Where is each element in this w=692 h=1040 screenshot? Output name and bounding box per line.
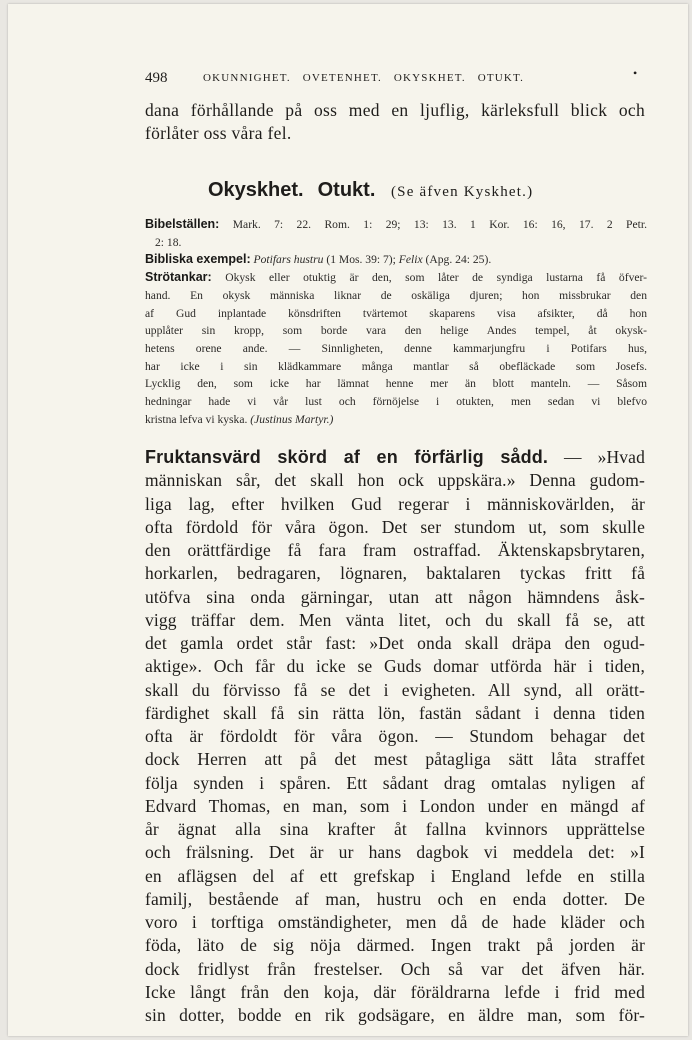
strotankar-line: af Gud inplantade könsdriften tvärtemot skaparens visa afsikter, då hon (145, 306, 647, 320)
text-line: vigg träffar dem. Men vänta litet, och du skall få se, att (145, 609, 645, 630)
page-number: 498 (145, 70, 168, 86)
strotankar-entry (145, 269, 647, 287)
bibelstallen-cont: 2: 18. (155, 235, 182, 249)
text-line: liga lag, efter hvilken Gud regerar i människovärlden, är (145, 493, 645, 514)
strotankar-last (145, 411, 647, 429)
strotankar-line: har icke i sin klädkammare många mantlar så obefläckade som Josefs. (145, 359, 647, 373)
text-line: sin dotter, bodde en rik godsägare, en äldre man, som för- (145, 1005, 645, 1025)
running-header (145, 66, 638, 90)
ink-speck: • (633, 66, 638, 80)
bibelstallen-entry (145, 216, 647, 234)
text-line: och frälsning. Det är ur hans dagbok vi meddela det: »I (145, 842, 645, 863)
bibelstallen-text: Mark. 7: 22. Rom. 1: 29; 13: 13. 1 Kor. 16: 16, 17. 2 Petr. (232, 218, 647, 231)
text-line: en aflägsen del af ett grefskap i England lefde en stilla (145, 865, 645, 886)
text-line: ofta är fördoldt för våra ögon. — Stundom behagar det (145, 726, 645, 746)
strotankar-citation: (Justinus Martyr.) (250, 412, 334, 426)
text-line: dock Herren att på det mest påtagliga sätt låta straffet (145, 749, 645, 770)
text-line: den orättfärdige få fara fram ostraffad. Äktenskapsbrytaren, (145, 540, 645, 560)
title-otukt: Otukt. (317, 179, 376, 201)
text-line: familj, bestående af man, hustru och en enda dotter. De (145, 888, 645, 909)
main-article (145, 446, 645, 1027)
text-line: dana förhållande på oss med en ljuflig, kärleksfull blick och (145, 100, 645, 120)
text-line: skall du förvisso få se det i evigheten. All synd, all orätt- (145, 679, 645, 700)
text-line: horkarlen, bedragaren, lögnaren, baktalaren tyckas fritt få (145, 563, 645, 584)
see-also-note: (Se äfven Kyskhet.) (390, 184, 534, 200)
strotankar-line: upplåter sin kropp, som borde vara den helige Andes tempel, åt okysk- (145, 324, 647, 338)
title-okyskhet: Okyskhet. (208, 179, 304, 201)
references-block (145, 216, 647, 428)
strotankar-line: Lycklig den, som icke har lämnat henne mer än blott manteln. — Såsom (145, 377, 647, 391)
text-line: Icke långt från den koja, där föräldrarna lefde i frid med (145, 981, 645, 1002)
text-line: följa synden i spåren. Ett sådant drag omtalas nyligen af (145, 772, 645, 793)
text-line: dock fridlyst från frestelser. Och så var det äfven här. (145, 958, 645, 979)
running-title: OKUNNIGHET. OVETENHET. OKYSKHET. OTUKT. (203, 72, 525, 84)
intro-paragraph (145, 99, 645, 145)
exempel-label: Bibliska exempel: (145, 252, 251, 267)
text-line: Edvard Thomas, en man, som i London under en mängd af (145, 795, 645, 816)
strotankar-first: Okysk eller otuktig är den, som låter de syndiga lustarna få öfver- (225, 271, 647, 285)
exempel-entry (145, 251, 647, 269)
book-page (8, 4, 688, 1036)
bibelstallen-label: Bibelställen: (145, 217, 220, 231)
article-heading-line (145, 446, 645, 469)
text-line: utöfva sina onda gärningar, utan att någon hämndens åsk- (145, 586, 645, 607)
exempel-ref2-name: Felix (398, 253, 423, 267)
article-heading: Fruktansvärd skörd af en förfärlig sådd. (145, 447, 549, 467)
text-line: aktige». Och får du icke se Guds domar utförda här i tiden, (145, 656, 645, 677)
section-title (208, 179, 628, 202)
strotankar-line: hedningar hade vi vår lust och förnöjelse i otukten, men sedan vi blefvo (145, 395, 647, 409)
text-line: voro i torftiga omständigheter, men då de hade kläder och (145, 912, 645, 932)
text-line: föda, läto de sig nöja därmed. Ingen trakt på jorden är (145, 935, 645, 956)
text-line: ofta fördold för våra ögon. Det ser stundom ut, som skulle (145, 516, 645, 537)
heading-continuation: — »Hvad (548, 447, 645, 467)
strotankar-label: Strötankar: (145, 270, 212, 285)
strotankar-line: hetens orene ande. — Sinnligheten, denne kammarjungfru i Potifars hus, (145, 341, 647, 355)
strotankar-last-text: kristna lefva vi kyska. (145, 412, 248, 426)
text-line: det gamla ordet står fast: »Det onda skall dräpa den ogud- (145, 633, 645, 653)
text-line: människan sår, det skall hon ock uppskära.» Denna gudom- (145, 470, 645, 491)
strotankar-line: hand. En okysk människa liknar de oskäliga djuren; hon missbrukar den (145, 288, 647, 302)
exempel-ref1: (1 Mos. 39: 7); (326, 253, 396, 267)
exempel-ref1-name: Potifars hustru (253, 253, 324, 267)
text-line: år ägnat alla sina krafter åt fallna kvinnors upprättelse (145, 819, 645, 839)
text-line: färdighet skall få sin rätta lön, fastän sådant i denna tiden (145, 702, 645, 723)
text-line: förlåter oss våra fel. (145, 123, 292, 143)
exempel-ref2: (Apg. 24: 25). (425, 253, 492, 267)
